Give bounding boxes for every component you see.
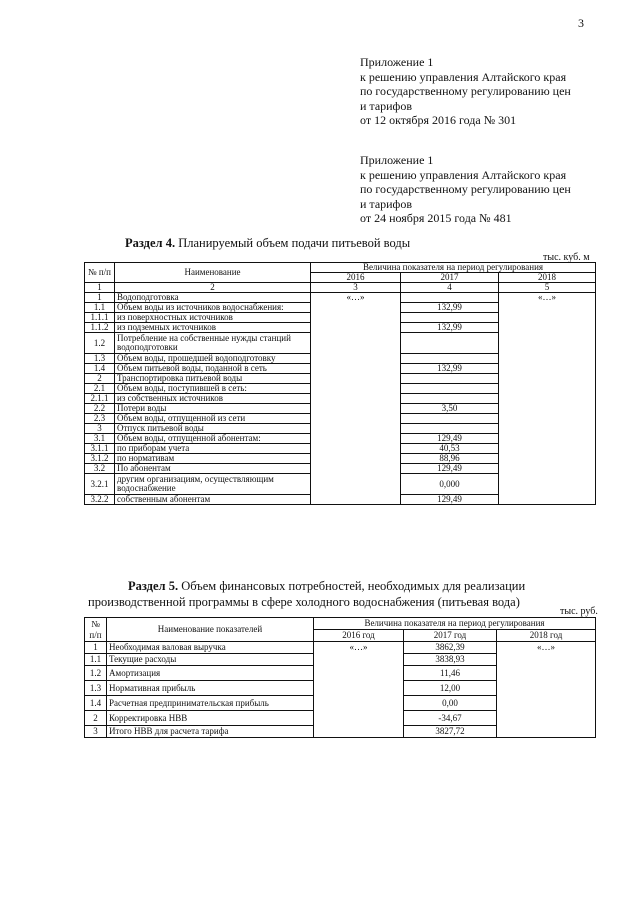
row-number: 3.2 [85,464,115,474]
value-2017-cell [401,374,499,384]
value-2017-cell [401,414,499,424]
row-number: 1.3 [85,354,115,364]
value-2017-cell: 129,49 [401,434,499,444]
column-index-cell: 4 [401,283,499,293]
row-name: Объем воды, прошедшей водоподготовку [115,354,311,364]
value-2017-cell: 3827,72 [404,726,497,738]
value-2017-cell [401,313,499,323]
row-name: Потребление на собственные нужды станций водоподготовки [115,333,311,354]
row-name: из подземных источников [115,323,311,333]
row-number: 1.1.2 [85,323,115,333]
row-number: 1.3 [85,681,107,696]
row-name: по нормативам [115,454,311,464]
row-name: Объем воды, отпущенной из сети [115,414,311,424]
row-number: 2 [85,374,115,384]
appendix-line: от 12 октября 2016 года № 301 [360,113,517,127]
row-number: 3.1.1 [85,444,115,454]
row-number: 2.1.1 [85,394,115,404]
value-2017-cell [401,293,499,303]
col-2017-header: 2017 год [404,630,497,642]
row-name: Необходимая валовая выручка [107,642,314,654]
value-2018-cell: «…» [499,293,596,505]
section-5-title-text: Объем финансовых потребностей, необходимых для реализации производственной программы в сфере холодного водоснабжения (питьевая вода) [88,579,526,609]
appendix-line: к решению управления Алтайского края [360,69,567,84]
row-name: Потери воды [115,404,311,414]
appendix-line: Приложение 1 [360,153,434,167]
row-name: Объем воды, отпущенной абонентам: [115,434,311,444]
row-number: 1 [85,642,107,654]
row-number: 3.2.2 [85,495,115,505]
value-2017-cell: -34,67 [404,711,497,726]
col-name-header: Наименование показателей [107,618,314,642]
row-name: Амортизация [107,666,314,681]
appendix-header-old [360,153,620,226]
section-5-unit: тыс. руб. [560,606,598,617]
row-number: 2.2 [85,404,115,414]
value-2017-cell [401,354,499,364]
row-name: Объем питьевой воды, поданной в сеть [115,364,311,374]
row-number: 1.1.1 [85,313,115,323]
row-number: 1.4 [85,364,115,374]
section-5-title-bold: Раздел 5. [128,579,179,593]
value-2017-cell: 129,49 [401,495,499,505]
section-5-title [88,578,608,610]
col-2018-header: 2018 [499,273,596,283]
appendix-line: от 24 ноября 2015 года № 481 [360,211,512,225]
appendix-line: и тарифов [360,196,413,211]
row-name: по приборам учета [115,444,311,454]
row-name: Объем воды из источников водоснабжения: [115,303,311,313]
row-name: Расчетная предпринимательская прибыль [107,696,314,711]
row-number: 2.1 [85,384,115,394]
row-name: Нормативная прибыль [107,681,314,696]
row-number: 1.2 [85,666,107,681]
page-number: 3 [578,16,584,30]
col-period-header: Величина показателя на период регулирования [314,618,596,630]
col-num-header: № п/п [85,263,115,283]
row-number: 2.3 [85,414,115,424]
section-4-title-bold: Раздел 4. [125,236,176,250]
value-2017-cell: 3,50 [401,404,499,414]
section-4-table [84,262,596,505]
table-row [85,642,596,654]
row-number: 1 [85,293,115,303]
appendix-header-new [360,55,620,128]
value-2016-cell: «…» [314,642,404,738]
row-number: 1.1 [85,654,107,666]
row-name: Итого НВВ для расчета тарифа [107,726,314,738]
col-period-header: Величина показателя на период регулирования [311,263,596,273]
column-index-cell: 2 [115,283,311,293]
row-name: собственным абонентам [115,495,311,505]
row-number: 3.2.1 [85,474,115,495]
row-name: Водоподготовка [115,293,311,303]
row-name: Объем воды, поступившей в сеть: [115,384,311,394]
row-number: 1.2 [85,333,115,354]
row-number: 3 [85,424,115,434]
value-2017-cell: 12,00 [404,681,497,696]
appendix-line: и тарифов [360,98,413,113]
appendix-line: по государственному регулированию цен [360,84,571,98]
row-number: 3.1.2 [85,454,115,464]
row-name: По абонентам [115,464,311,474]
value-2017-cell: 129,49 [401,464,499,474]
col-2016-header: 2016 [311,273,401,283]
value-2017-cell: 132,99 [401,303,499,313]
value-2017-cell [401,394,499,404]
table-row [85,293,596,303]
col-2017-header: 2017 [401,273,499,283]
row-number: 1.1 [85,303,115,313]
appendix-line: Приложение 1 [360,55,434,69]
column-index-cell: 1 [85,283,115,293]
column-index-cell: 5 [499,283,596,293]
col-name-header: Наименование [115,263,311,283]
row-number: 3 [85,726,107,738]
value-2017-cell: 11,46 [404,666,497,681]
column-index-cell: 3 [311,283,401,293]
section-4-title [125,236,410,251]
value-2017-cell: 132,99 [401,364,499,374]
appendix-line: по государственному регулированию цен [360,182,571,196]
column-index-row [85,283,596,293]
row-name: Корректировка НВВ [107,711,314,726]
value-2017-cell [401,424,499,434]
row-number: 1.4 [85,696,107,711]
col-2016-header: 2016 год [314,630,404,642]
value-2016-cell: «…» [311,293,401,505]
appendix-line: к решению управления Алтайского края [360,167,567,182]
value-2017-cell: 40,53 [401,444,499,454]
row-name: из поверхностных источников [115,313,311,323]
col-num-header: № п/п [85,618,107,642]
value-2017-cell: 0,000 [401,474,499,495]
row-name: из собственных источников [115,394,311,404]
row-name: Отпуск питьевой воды [115,424,311,434]
value-2017-cell: 3862,39 [404,642,497,654]
section-5-table [84,617,596,738]
row-name: Текущие расходы [107,654,314,666]
value-2017-cell: 0,00 [404,696,497,711]
value-2017-cell: 3838,93 [404,654,497,666]
value-2017-cell: 88,96 [401,454,499,464]
value-2018-cell: «…» [497,642,596,738]
value-2017-cell [401,333,499,354]
col-2018-header: 2018 год [497,630,596,642]
value-2017-cell [401,384,499,394]
value-2017-cell: 132,99 [401,323,499,333]
row-number: 3.1 [85,434,115,444]
row-number: 2 [85,711,107,726]
section-4-unit: тыс. куб. м [543,252,590,263]
row-name: другим организациям, осуществляющим водоснабжение [115,474,311,495]
section-4-title-text: Планируемый объем подачи питьевой воды [175,236,411,250]
row-name: Транспортировка питьевой воды [115,374,311,384]
